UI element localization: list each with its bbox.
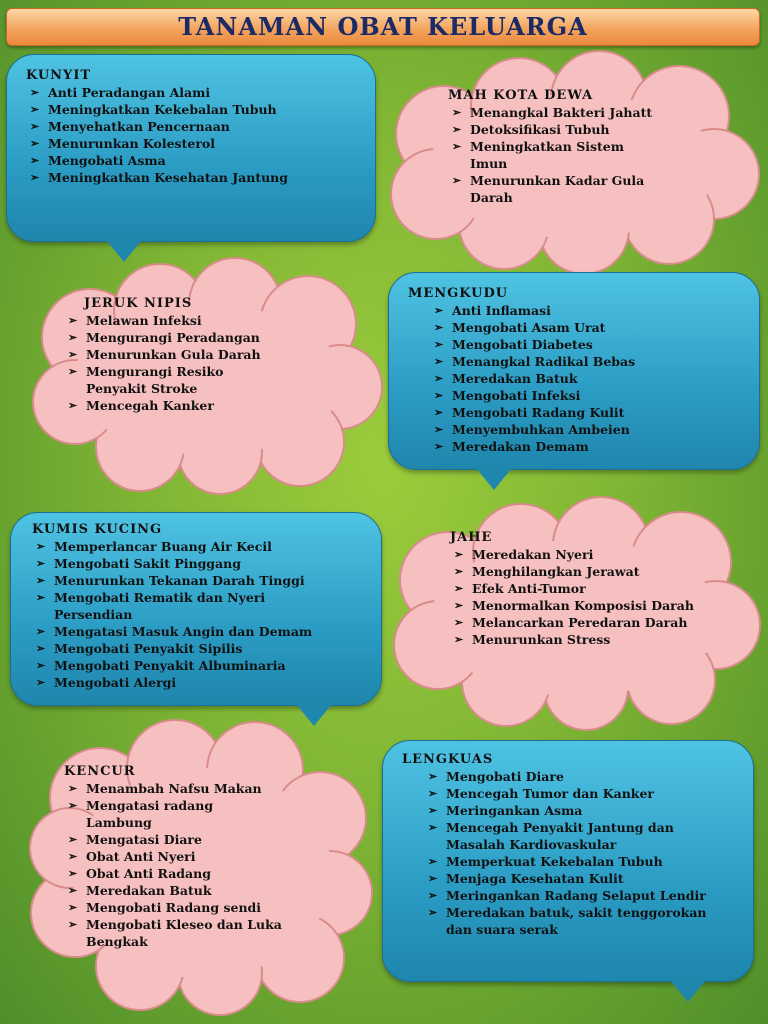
arrow-bullet-icon: ➢ (30, 171, 40, 184)
list-item: ➢ Mengobati Asma (30, 153, 166, 168)
arrow-bullet-icon: ➢ (434, 389, 444, 402)
list-item: ➢ Mengatasi radang Lambung (68, 798, 214, 830)
card-jeruk-nipis (30, 262, 380, 494)
list-item: ➢ Mengobati Sakit Pinggang (36, 556, 241, 571)
list-item: ➢ Memperkuat Kekebalan Tubuh (428, 854, 663, 869)
list-item: ➢ Menormalkan Komposisi Darah (454, 598, 694, 613)
arrow-bullet-icon: ➢ (434, 304, 444, 317)
arrow-bullet-icon: ➢ (428, 906, 438, 919)
arrow-bullet-icon: ➢ (36, 574, 46, 587)
arrow-bullet-icon: ➢ (434, 355, 444, 368)
list-item: ➢ Mengurangi Resiko Penyakit Stroke (68, 364, 224, 396)
list-item: ➢ Meredakan Batuk (434, 371, 578, 386)
arrow-bullet-icon: ➢ (68, 799, 78, 812)
list-item: ➢ Mengobati Infeksi (434, 388, 581, 403)
arrow-bullet-icon: ➢ (428, 821, 438, 834)
benefit-list (64, 780, 354, 950)
list-item: ➢ Mencegah Kanker (68, 398, 214, 413)
card-mahkota-dewa (384, 54, 764, 272)
card-heading: KUNYIT (26, 68, 92, 83)
arrow-bullet-icon: ➢ (434, 338, 444, 351)
arrow-bullet-icon: ➢ (30, 137, 40, 150)
list-item: ➢ Anti Inflamasi (434, 303, 551, 318)
list-item: ➢ Meningkatkan Kesehatan Jantung (30, 170, 289, 185)
list-item: ➢ Mengobati Alergi (36, 675, 177, 690)
benefit-list (26, 84, 366, 186)
arrow-bullet-icon: ➢ (68, 365, 78, 378)
arrow-bullet-icon: ➢ (434, 372, 444, 385)
card-heading: MAH KOTA DEWA (448, 88, 594, 103)
list-item: ➢ Detoksifikasi Tubuh (452, 122, 610, 137)
arrow-bullet-icon: ➢ (428, 770, 438, 783)
list-item: ➢ Obat Anti Nyeri (68, 849, 196, 864)
arrow-bullet-icon: ➢ (36, 676, 46, 689)
card-kumis-kucing (10, 512, 382, 732)
list-item: ➢ Melawan Infeksi (68, 313, 202, 328)
arrow-bullet-icon: ➢ (428, 787, 438, 800)
list-item: ➢ Mencegah Tumor dan Kanker (428, 786, 654, 801)
speech-tail (106, 240, 142, 262)
list-item: ➢ Menurunkan Tekanan Darah Tinggi (36, 573, 305, 588)
arrow-bullet-icon: ➢ (68, 348, 78, 361)
arrow-bullet-icon: ➢ (68, 314, 78, 327)
benefit-list (408, 302, 748, 455)
list-item: ➢ Mengobati Diare (428, 769, 564, 784)
arrow-bullet-icon: ➢ (30, 120, 40, 133)
card-kunyit (6, 54, 376, 266)
list-item: ➢ Menangkal Bakteri Jahatt (452, 105, 653, 120)
card-heading: KUMIS KUCING (32, 522, 163, 537)
arrow-bullet-icon: ➢ (68, 901, 78, 914)
list-item: ➢ Menyembuhkan Ambeien (434, 422, 630, 437)
list-item: ➢ Meredakan Nyeri (454, 547, 594, 562)
list-item: ➢ Mengatasi Masuk Angin dan Demam (36, 624, 313, 639)
list-item: ➢ Mengobati Kleseo dan Luka Bengkak (68, 917, 282, 949)
list-item: ➢ Menghilangkan Jerawat (454, 564, 640, 579)
list-item: ➢ Mengobati Penyakit Sipilis (36, 641, 243, 656)
arrow-bullet-icon: ➢ (68, 867, 78, 880)
list-item: ➢ Meredakan batuk, sakit tenggorokan dan suara serak (428, 905, 707, 937)
list-item: ➢ Meningkatkan Sistem Imun (452, 139, 624, 171)
benefit-list (448, 104, 748, 206)
list-item: ➢ Meringankan Asma (428, 803, 583, 818)
list-item: ➢ Mengobati Penyakit Albuminaria (36, 658, 286, 673)
page-title: TANAMAN OBAT KELUARGA (178, 12, 588, 41)
arrow-bullet-icon: ➢ (454, 548, 464, 561)
title-banner (6, 8, 760, 46)
arrow-bullet-icon: ➢ (68, 833, 78, 846)
list-item: ➢ Meredakan Demam (434, 439, 589, 454)
arrow-bullet-icon: ➢ (428, 804, 438, 817)
arrow-bullet-icon: ➢ (36, 642, 46, 655)
list-item: ➢ Menurunkan Kadar Gula Darah (452, 173, 645, 205)
list-item: ➢ Mencegah Penyakit Jantung dan Masalah Kardiovaskular (428, 820, 674, 852)
arrow-bullet-icon: ➢ (36, 659, 46, 672)
arrow-bullet-icon: ➢ (434, 423, 444, 436)
arrow-bullet-icon: ➢ (68, 918, 78, 931)
arrow-bullet-icon: ➢ (452, 106, 462, 119)
arrow-bullet-icon: ➢ (36, 625, 46, 638)
list-item: ➢ Menjaga Kesehatan Kulit (428, 871, 624, 886)
arrow-bullet-icon: ➢ (454, 599, 464, 612)
arrow-bullet-icon: ➢ (68, 850, 78, 863)
list-item: ➢ Meredakan Batuk (68, 883, 212, 898)
card-jahe (386, 500, 762, 732)
list-item: ➢ Menyehatkan Pencernaan (30, 119, 230, 134)
arrow-bullet-icon: ➢ (454, 616, 464, 629)
list-item: ➢ Mengobati Radang sendi (68, 900, 262, 915)
list-item: ➢ Menangkal Radikal Bebas (434, 354, 636, 369)
arrow-bullet-icon: ➢ (434, 406, 444, 419)
card-kencur (30, 718, 376, 1018)
speech-tail (476, 468, 512, 490)
arrow-bullet-icon: ➢ (434, 440, 444, 453)
arrow-bullet-icon: ➢ (36, 540, 46, 553)
card-heading: KENCUR (64, 764, 136, 779)
benefit-list (450, 546, 750, 648)
list-item: ➢ Mengobati Asam Urat (434, 320, 606, 335)
benefit-list (402, 768, 747, 938)
card-heading: JERUK NIPIS (84, 296, 193, 311)
arrow-bullet-icon: ➢ (452, 123, 462, 136)
list-item: ➢ Mengurangi Peradangan (68, 330, 260, 345)
arrow-bullet-icon: ➢ (454, 565, 464, 578)
list-item: ➢ Anti Peradangan Alami (30, 85, 211, 100)
arrow-bullet-icon: ➢ (454, 633, 464, 646)
arrow-bullet-icon: ➢ (428, 889, 438, 902)
list-item: ➢ Menurunkan Gula Darah (68, 347, 261, 362)
list-item: ➢ Melancarkan Peredaran Darah (454, 615, 688, 630)
list-item: ➢ Menambah Nafsu Makan (68, 781, 262, 796)
arrow-bullet-icon: ➢ (30, 103, 40, 116)
list-item: ➢ Efek Anti-Tumor (454, 581, 586, 596)
card-heading: MENGKUDU (408, 286, 509, 301)
arrow-bullet-icon: ➢ (428, 872, 438, 885)
arrow-bullet-icon: ➢ (68, 399, 78, 412)
list-item: ➢ Mengobati Diabetes (434, 337, 593, 352)
list-item: ➢ Mengobati Rematik dan Nyeri Persendian (36, 590, 266, 622)
list-item: ➢ Menurunkan Stress (454, 632, 611, 647)
list-item: ➢ Meningkatkan Kekebalan Tubuh (30, 102, 277, 117)
list-item: ➢ Memperlancar Buang Air Kecil (36, 539, 272, 554)
arrow-bullet-icon: ➢ (36, 557, 46, 570)
list-item: ➢ Meringankan Radang Selaput Lendir (428, 888, 706, 903)
speech-tail (670, 980, 706, 1002)
arrow-bullet-icon: ➢ (428, 855, 438, 868)
arrow-bullet-icon: ➢ (68, 331, 78, 344)
benefit-list (32, 538, 377, 691)
arrow-bullet-icon: ➢ (452, 174, 462, 187)
list-item: ➢ Mengatasi Diare (68, 832, 202, 847)
list-item: ➢ Obat Anti Radang (68, 866, 211, 881)
card-mengkudu (388, 272, 760, 494)
arrow-bullet-icon: ➢ (30, 86, 40, 99)
card-heading: LENGKUAS (402, 752, 494, 767)
arrow-bullet-icon: ➢ (434, 321, 444, 334)
arrow-bullet-icon: ➢ (68, 782, 78, 795)
list-item: ➢ Menurunkan Kolesterol (30, 136, 215, 151)
card-heading: JAHE (450, 530, 493, 545)
arrow-bullet-icon: ➢ (36, 591, 46, 604)
arrow-bullet-icon: ➢ (30, 154, 40, 167)
arrow-bullet-icon: ➢ (452, 140, 462, 153)
arrow-bullet-icon: ➢ (68, 884, 78, 897)
list-item: ➢ Mengobati Radang Kulit (434, 405, 625, 420)
card-lengkuas (382, 740, 754, 1010)
arrow-bullet-icon: ➢ (454, 582, 464, 595)
benefit-list (64, 312, 364, 414)
